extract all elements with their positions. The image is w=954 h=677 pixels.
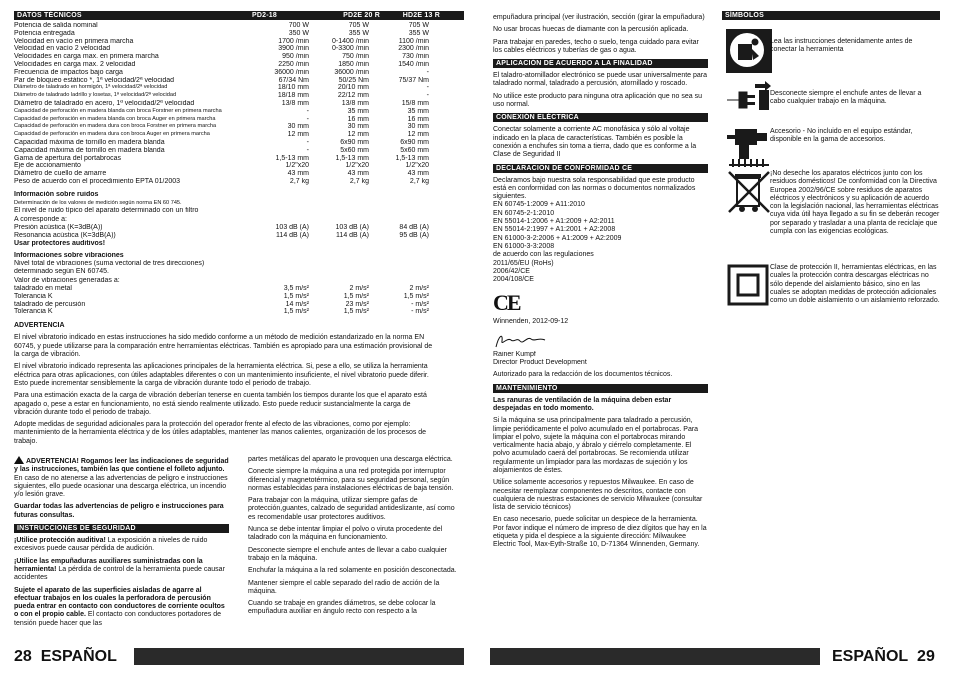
left-col-1 [14, 456, 229, 632]
table-cell: Diámetro de cuello de amarre [14, 170, 107, 178]
table-row [14, 123, 464, 131]
table-row [14, 22, 464, 30]
table-cell: 14 m/s² [285, 300, 309, 308]
table-cell: - [306, 138, 309, 146]
table-cell: 1,5 m/s² [403, 292, 429, 300]
table-cell: 2 m/s² [349, 285, 369, 292]
table-cell: 2,7 kg [349, 177, 369, 185]
safety-paragraph: Nunca se debe intentar limpiar el polvo o viruta procedente del taladrado con la máquina en funcionamiento. [248, 526, 443, 542]
table-cell: Capacidad máxima de tornillo en madera blanda [14, 146, 165, 154]
table-cell: 12 mm [287, 131, 309, 139]
table-cell: Tolerancia K [14, 308, 53, 316]
symbol-text-weee: ¡No deseche los aparatos eléctricos junto con los residuos domésticos! De conformidad con la Directiva Europea 2002/96/CE sobre residuos de aparatos eléctricos y electrónicos y su aplicación de acuerdo con la legislación nacional, las herramientas eléctricas cuya vida útil haya llegado a su fin se deberán recoger por separado y trasladar a una planta de reciclaje que cumpla con las exigencias ecológicas. [770, 170, 940, 236]
table-cell: 1540 /min [398, 60, 429, 68]
table-cell: 3900 /min [278, 45, 309, 53]
advertencia-title: ADVERTENCIA [14, 322, 65, 330]
noise-table [14, 224, 464, 240]
table-cell: 36000 /min [274, 68, 309, 76]
right-footer-bar [490, 648, 820, 665]
table-row [14, 53, 464, 61]
table-cell: 1,5 m/s² [283, 292, 309, 300]
table-cell: 730 /min [402, 53, 429, 61]
symbol-text-class-ii: Clase de protección II, herramientas eléctricas, en las cuales la protección contra descargas eléctricas no sólo depende del aislamiento básico, sino en las cuales se adoptan medidas de protección adicionales como un doble aislamiento o un aislamiento reforzado. [770, 264, 940, 305]
table-cell: Diámetro de taladrado ladrillo y losetas, 1ª velocidad/2ª velocidad [14, 92, 177, 99]
advertencia-paragraph: El nivel vibratorio indicado en estas instrucciones ha sido medido conforme a un método de medición estandarizado en la norma EN 60745, y puede utilizarse para la comparación entre herramientas eléctricas. También es apropiado para una estimación provisional de la carga de vibración. [14, 334, 433, 359]
general-warning-text: En caso de no atenerse a las advertencias de peligro e instrucciones siguientes, ello puede ocasionar una descarga eléctrica, un incendio y/o lesión grave. [14, 474, 228, 499]
table-cell: 84 dB (A) [399, 223, 429, 231]
table-cell: 22/12 mm [337, 92, 369, 100]
declaration-line: EN 55014-1:2006 + A1:2009 + A2:2011 [493, 218, 615, 226]
declaration-line: EN 55014-2:1997 + A1:2001 + A2:2008 [493, 226, 616, 234]
table-cell: 2,7 kg [289, 177, 309, 185]
spec-table [14, 22, 464, 186]
signature-icon [493, 331, 708, 351]
symbol-text-read-manual: Lea las instrucciones detenidamente antes de conectar la herramienta [770, 38, 913, 54]
table-cell: 1/2"x20 [285, 162, 309, 170]
table-cell: - [306, 146, 309, 154]
table-row [14, 308, 464, 316]
noise-line: El nivel de ruido típico del aparato determinado con un filtro [14, 207, 199, 215]
table-cell: 35 mm [347, 107, 369, 115]
table-cell: - m/s² [411, 300, 429, 308]
table-cell: - [426, 84, 429, 92]
tech-header-label: DATOS TÉCNICOS [17, 12, 82, 19]
language-left: ESPAÑOL [40, 648, 117, 665]
safety-paragraph: Mantener siempre el cable separado del radio de acción de la máquina. [248, 579, 440, 595]
table-row [14, 45, 464, 53]
declaration-list [493, 177, 708, 285]
ce-mark: CE [493, 290, 520, 316]
class-ii-icon [725, 262, 773, 308]
left-footer-bar [134, 648, 464, 665]
table-cell: 355 W [408, 29, 429, 37]
advertencia-paragraph: Para una estimación exacta de la carga de vibración deberían tenerse en cuenta también los tiempos durante los que el aparato está apagado o, pese a estar en funcionamiento, no está siendo realmente utilizado. Esto puede reducir sustancialmente la carga de vibración durante todo el periodo de trabajo. [14, 392, 427, 416]
table-cell: 16 mm [347, 115, 369, 123]
table-cell: 3,5 m/s² [283, 285, 309, 292]
table-cell: 1850 /min [338, 60, 369, 68]
table-row [14, 170, 464, 178]
paragraph: empuñadura principal (ver ilustración, sección (girar la empuñadura) [493, 14, 705, 21]
table-cell: 2300 /min [398, 45, 429, 53]
safety-paragraph: Conecte siempre la máquina a una red protegida por interruptor diferencial y magnetotérmico, para su seguridad personal, según normas establecidas para instalaciones eléctricas de baja tensión. [248, 468, 454, 492]
accessory-icon [725, 125, 773, 171]
table-row [14, 162, 464, 170]
table-cell: 30 mm [347, 123, 369, 131]
table-cell: Diámetro de taladrado en acero, 1ª velocidad/2ª velocidad [14, 99, 195, 107]
table-cell: 1,5 m/s² [283, 308, 309, 316]
declaration-line: de acuerdo con las regulaciones [493, 251, 594, 259]
table-cell: 350 W [288, 29, 309, 37]
safety-2-bold: ¡Utilice las empuñaduras auxiliares suministradas con la herramienta! [14, 557, 203, 573]
noise-line: A corresponde a: [14, 215, 67, 223]
general-warning-bold: ADVERTENCIA! Rogamos leer las indicaciones de seguridad y las instrucciones, también las que contiene el folleto adjunto. [14, 458, 229, 474]
table-cell: 103 dB (A) [275, 223, 309, 231]
safety-3-bold: Sujete el aparato de las superficies aisladas de agarre al efectuar trabajos en los cuales la perforadora de percusión pueda entrar en contacto con conductores de corriente ocultos o con el propio cable. [14, 586, 225, 619]
table-cell: Velocidades en carga max. en primera marcha [14, 53, 159, 61]
advertencia-paragraph: El nivel vibratorio indicado representa las aplicaciones principales de la herramienta eléctrica. Si, pese a ello, se utiliza la herramienta eléctrica para otras aplicaciones, con útiles adaptables diferentes o con un mantenimiento insuficiente, el nivel vibratorio puede diferir. Esto puede incrementar sensiblemente la carga de vibración durante todo el periodo de trabajo. [14, 363, 429, 387]
table-row [14, 38, 464, 46]
table-cell: 75/37 Nm [398, 76, 429, 84]
table-row [14, 61, 464, 69]
table-row [14, 224, 464, 232]
maintenance-header: MANTENIMIENTO [493, 384, 708, 393]
table-cell: 5x60 mm [340, 146, 369, 154]
table-cell: 67/34 Nm [278, 76, 309, 84]
signer-title: Director Product Development [493, 359, 587, 367]
table-cell: 1/2"x20 [405, 162, 429, 170]
declaration-line: 2006/42/CE [493, 267, 530, 275]
table-cell: 43 mm [407, 170, 429, 178]
table-cell: 43 mm [287, 170, 309, 178]
left-col-2 [248, 456, 463, 621]
table-cell: Potencia entregada [14, 29, 75, 37]
table-cell: 705 W [348, 22, 369, 29]
table-cell: - [306, 115, 309, 123]
table-cell: Frecuencia de impactos bajo carga [14, 68, 123, 76]
table-cell: 750 /min [342, 53, 369, 61]
connection-paragraph: Conectar solamente a corriente AC monofásica y sólo al voltaje indicado en la placa de características. También es posible la conexión a enchufes sin toma a tierra, dado que es conforme a la Clase de Seguridad II [493, 126, 697, 159]
table-cell: 12 mm [347, 131, 369, 139]
unplug-icon [725, 78, 773, 124]
use-paragraph: No utilice este producto para ninguna otra aplicación que no sea su uso normal. [493, 92, 702, 109]
noise-warning: Usar protectores auditivos! [14, 239, 106, 247]
noise-line: Determinación de los valores de medición según norma EN 60 745. [14, 200, 182, 207]
table-cell: 16 mm [407, 115, 429, 123]
table-cell: - m/s² [411, 308, 429, 316]
model-3: HD2E 13 R [402, 12, 440, 19]
right-footer [832, 648, 935, 666]
safety-1-text: La exposición a niveles de ruido excesivos puede causar pérdida de audición. [14, 537, 208, 553]
table-cell: 6x90 mm [400, 138, 429, 146]
declaration-line: 2004/108/CE [493, 276, 534, 284]
table-cell: 18/18 mm [277, 92, 309, 100]
table-cell: Capacidad máxima de tornillo en madera blanda [14, 138, 165, 146]
declaration-line: EN 61000-3-3:2008 [493, 242, 555, 250]
safety-1-bold: ¡Utilice protección auditiva! [14, 537, 106, 545]
table-cell: Capacidad de perforación en madera blanda con broca Forstner en primera marcha [14, 107, 222, 114]
table-cell: Velocidad en vacío en primera marcha [14, 37, 134, 45]
vibration-table [14, 285, 464, 316]
table-cell: 705 W [408, 22, 429, 29]
table-cell: 0-1400 /min [332, 37, 369, 45]
table-cell: 13/8 mm [341, 99, 369, 107]
symbols-header: SÍMBOLOS [722, 11, 940, 20]
table-cell: 0-3300 /min [332, 45, 369, 53]
table-cell: - [426, 68, 429, 76]
safety-paragraph: Desconecte siempre el enchufe antes de llevar a cabo cualquier trabajo en la máquina. [248, 546, 447, 562]
use-header: APLICACIÓN DE ACUERDO A LA FINALIDAD [493, 59, 708, 68]
table-cell: 103 dB (A) [335, 223, 369, 231]
table-row [14, 147, 464, 155]
model-2: PD2E 20 R [343, 12, 380, 19]
table-cell: 1/2"x20 [345, 162, 369, 170]
table-row [14, 139, 464, 147]
table-cell: Eje de accionamiento [14, 162, 81, 170]
table-cell: Resonancia acústica (K=3dB(A)) [14, 231, 116, 239]
table-row [14, 77, 464, 85]
paragraph: No usar brocas huecas de diamante con la percusión aplicada. [493, 26, 689, 34]
table-cell: 95 dB (A) [399, 231, 429, 239]
table-row [14, 301, 464, 309]
table-cell: 700 W [288, 22, 309, 29]
table-cell: 114 dB (A) [336, 231, 369, 239]
paragraph: Para trabajar en paredes, techo o suelo, tenga cuidado para evitar los cables eléctricos y tuberías de gas o agua. [493, 38, 699, 54]
place-date: Winnenden, 2012-09-12 [493, 318, 569, 326]
table-cell: Par de bloqueo estático *, 1ª velocidad/2ª velocidad [14, 76, 175, 84]
table-cell: 950 /min [282, 53, 309, 61]
vibration-line: Nivel total de vibraciones (suma vectorial de tres direcciones) [14, 260, 205, 268]
table-cell: 35 mm [407, 107, 429, 115]
page-number-right: 29 [917, 648, 935, 665]
table-cell: 30 mm [407, 123, 429, 131]
authorized-text: Autorizado para la redacción de los documentos técnicos. [493, 371, 673, 379]
table-cell: 1,5 m/s² [343, 308, 369, 316]
maintenance-bold: Las ranuras de ventilación de la máquina deben estar despejadas en todo momento. [493, 396, 672, 412]
table-cell: Velocidades en carga max. 2 velocidad [14, 60, 136, 68]
table-row [14, 116, 464, 124]
table-row [14, 293, 464, 301]
declaration-header: DECLARACION DE CONFORMIDAD CE [493, 164, 708, 173]
table-cell: Capacidad de perforación en madera dura con broca Auger en primera marcha [14, 131, 210, 138]
maintenance-paragraph: Si la máquina se usa principalmente para taladrado a percusión, limpie periódicamente el polvo acumulado en el portabrocas. Para limpiar el polvo, sujete la máquina con el portabrocas mirando verticalmente hacia abajo, y ábralo y ciérrelo completamente. El polvo acumulado caerá del portabrocas. Se recomienda utilizar regularmente un limpiador para las mordazas de sujeción y los alojamientos de éstes. [493, 417, 699, 474]
table-cell: 43 mm [347, 170, 369, 178]
table-cell: Tolerancia K [14, 292, 53, 300]
connection-header: CONEXIÓN ELÉCTRICA [493, 113, 708, 122]
weee-bin-icon [725, 168, 773, 214]
page-number-left: 28 [14, 648, 32, 665]
table-cell: 2,7 kg [409, 177, 429, 185]
table-cell: 18/10 mm [277, 84, 309, 92]
table-cell: 36000 /min [334, 68, 369, 76]
table-row [14, 232, 464, 240]
table-cell: 1700 /min [278, 37, 309, 45]
table-cell: 1,5-13 mm [395, 154, 429, 162]
table-cell: Gama de apertura del portabrocas [14, 154, 122, 162]
table-cell: Capacidad de perforación en madera blanda con broca Auger en primera marcha [14, 115, 216, 122]
table-cell: 20/10 mm [337, 84, 369, 92]
safety-paragraph: Cuando se trabaje en grandes diámetros, se debe colocar la empuñadura auxiliar en ángulo recto con respecto a la [248, 600, 436, 616]
table-cell: 30 mm [287, 123, 309, 131]
right-col-1 [493, 14, 708, 554]
noise-title: Información sobre ruidos [14, 190, 99, 198]
table-row [14, 285, 464, 293]
model-1: PD2-18 [252, 12, 277, 19]
maintenance-paragraph: En caso necesario, puede solicitar un despiece de la herramienta. Por favor indique el número de impreso de diez dígitos que hay en la etiqueta y pida el despiece a la siguiente dirección: Milwaukee Electric Tool, Max-Eyth-Straße 10, D-71364 Winnenden, Germany. [493, 516, 707, 549]
keep-instructions: Guardar todas las advertencias de peligro e instrucciones para futuras consultas. [14, 503, 224, 519]
table-row [14, 30, 464, 38]
table-cell: Peso de acuerdo con el procedimiento EPTA 01/2003 [14, 177, 181, 185]
safety-paragraph: Enchufar la máquina a la red solamente en posición desconectada. [248, 567, 457, 575]
left-footer [14, 648, 117, 666]
vibration-line: determinado según EN 60745. [14, 268, 109, 276]
table-cell: - [306, 107, 309, 115]
use-paragraph: El taladro-atornillador electrónico se puede usar universalmente para taladrado normal, taladrado a percusión, atornillado y roscado. [493, 72, 708, 88]
symbol-text-accessory: Accesorio - No incluido en el equipo estándar, disponible en la gama de accesorios. [770, 128, 913, 144]
safety-paragraph: Para trabajar con la máquina, utilizar siempre gafas de protección,guantes, calzado de seguridad antideslizante, así como es recomendable usar protectores auditivos. [248, 497, 455, 521]
advertencia-paragraph: Adopte medidas de seguridad adicionales para la protección del operador frente al efecto de las vibraciones, como por ejemplo: mantenimiento de la herramienta eléctrica y de los útiles adaptables, mantener las manos calientes, organización de los procesos de trabajo. [14, 421, 427, 445]
tech-header [14, 11, 464, 20]
vibration-title: Informaciones sobre vibraciones [14, 251, 124, 259]
declaration-line: EN 60745-2-1:2010 [493, 209, 555, 217]
table-cell: 13/8 mm [281, 99, 309, 107]
language-right: ESPAÑOL [832, 648, 909, 665]
safety-header: INSTRUCCIONES DE SEGURIDAD [14, 524, 229, 533]
table-cell: Potencia de salida nominal [14, 22, 98, 29]
declaration-line: EN 60745-1:2009 + A11:2010 [493, 201, 585, 209]
table-cell: 12 mm [407, 131, 429, 139]
table-row [14, 69, 464, 77]
table-cell: Diámetro de taladrado en hormigón, 1ª velocidad/2ª velocidad [14, 84, 168, 91]
table-row [14, 155, 464, 163]
signer-name: Rainer Kumpf [493, 350, 536, 358]
table-cell: 355 W [348, 29, 369, 37]
warning-triangle-icon [14, 456, 24, 464]
table-cell: 2250 /min [278, 60, 309, 68]
table-cell: 1,5-13 mm [335, 154, 369, 162]
table-cell: - [426, 92, 429, 100]
declaration-line: Declaramos bajo nuestra sola responsabilidad que este producto está en conformidad con las normas o documentos normalizados siguientes. [493, 176, 696, 201]
read-manual-icon [725, 28, 773, 74]
table-row [14, 100, 464, 108]
declaration-line: EN 61000-3-2:2006 + A1:2009 + A2:2009 [493, 234, 622, 242]
symbol-text-unplug: Desconecte siempre el enchufe antes de llevar a cabo cualquier trabajo en la máquina. [770, 90, 922, 106]
table-cell: 5x60 mm [400, 146, 429, 154]
table-cell: Velocidad en vacío 2 velocidad [14, 45, 111, 53]
table-cell: Presión acústica (K=3dB(A)) [14, 223, 103, 231]
tech-data-section [14, 11, 464, 450]
table-row [14, 178, 464, 186]
table-cell: 1100 /min [398, 37, 429, 45]
table-row [14, 131, 464, 139]
table-cell: 15/8 mm [401, 99, 429, 107]
table-cell: taladrado de percusión [14, 300, 86, 308]
table-cell: 23 m/s² [345, 300, 369, 308]
table-cell: taladrado en metal [14, 285, 72, 292]
maintenance-paragraph: Utilice solamente accesorios y repuestos Milwaukee. En caso de necesitar reemplazar componentes no descritos, contacte con cualquiera de nuestras estaciones de servicio Milwaukee (consultar lista de servicio técnicos) [493, 479, 703, 512]
table-cell: 6x90 mm [340, 138, 369, 146]
table-cell: 1,5-13 mm [275, 154, 309, 162]
table-row [14, 108, 464, 116]
safety-2-text: La pérdida de control de la herramienta puede causar accidentes [14, 565, 225, 582]
table-cell: 114 dB (A) [276, 231, 309, 239]
table-cell: Capacidad de perforación en madera dura con broca Forstner en primera marcha [14, 123, 217, 130]
declaration-line: 2011/65/EU (RoHs) [493, 259, 554, 267]
vibration-line: Valor de vibraciones generadas a: [14, 276, 120, 284]
advertencia-body [14, 334, 434, 446]
table-cell: 1,5 m/s² [343, 292, 369, 300]
safety-paragraph: partes metálicas del aparato le provoquen una descarga eléctrica. [248, 456, 453, 463]
table-row [14, 84, 464, 92]
table-cell: 2 m/s² [409, 285, 429, 292]
table-row [14, 92, 464, 100]
table-cell: 50/25 Nm [338, 76, 369, 84]
safety-3-text: El contacto con conductores portadores de tensión puede hacer que las [14, 611, 221, 627]
